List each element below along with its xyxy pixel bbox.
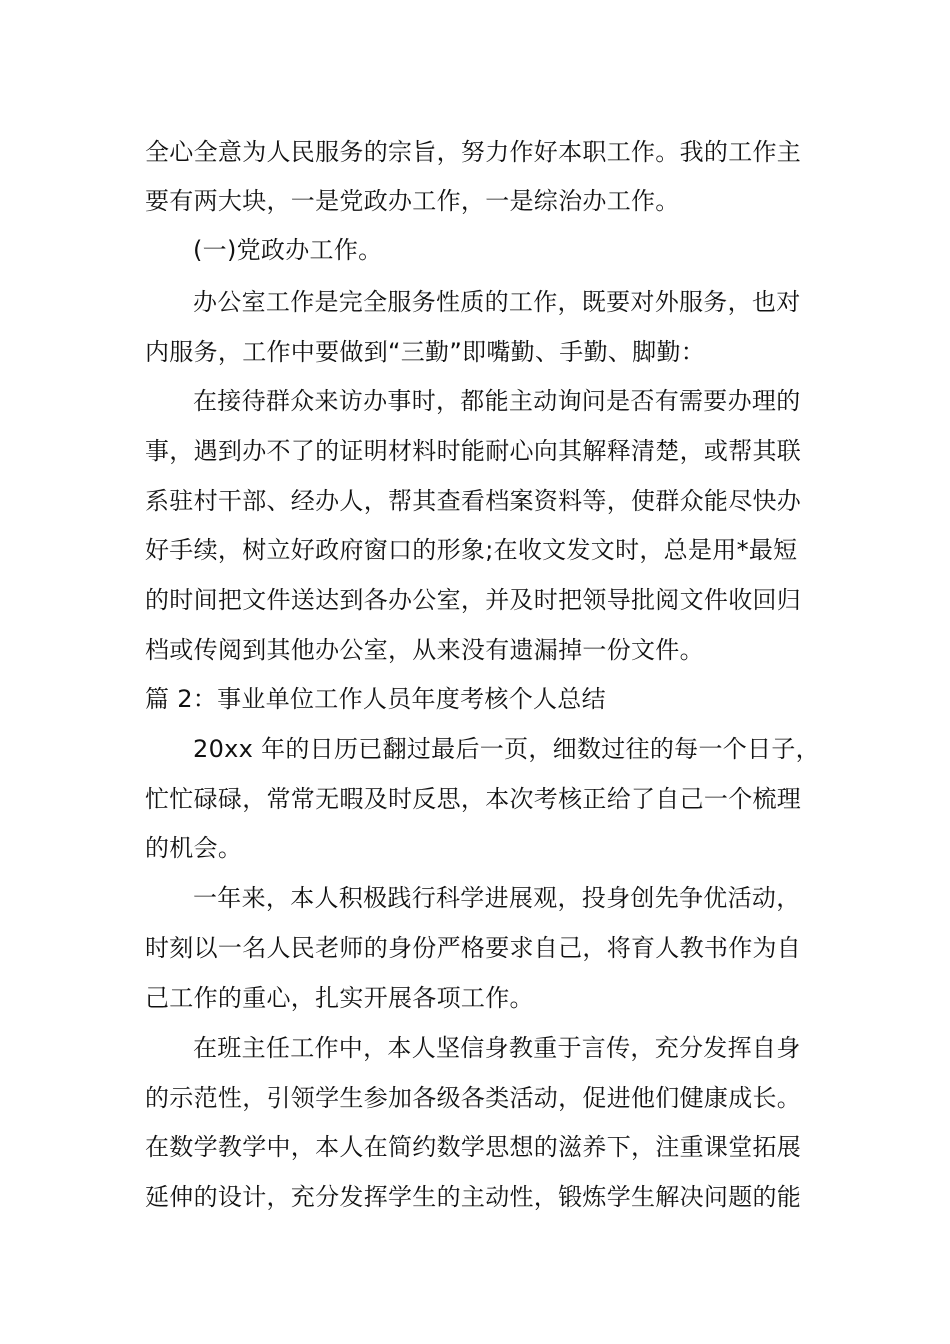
text-line: 的机会。 <box>145 834 243 862</box>
text-line: 系驻村干部、经办人，帮其查看档案资料等，使群众能尽快办 <box>145 487 802 515</box>
text-line: 己工作的重心，扎实开展各项工作。 <box>145 984 534 1012</box>
text-line: 延伸的设计，充分发挥学生的主动性，锻炼学生解决问题的能 <box>145 1183 802 1211</box>
text-line: 的时间把文件送达到各办公室，并及时把领导批阅文件收回归 <box>145 586 802 614</box>
text-line: 要有两大块，一是党政办工作，一是综治办工作。 <box>145 187 680 215</box>
text-line: 全心全意为人民服务的宗旨，努力作好本职工作。我的工作主 <box>145 138 802 166</box>
text-line: 好手续，树立好政府窗口的形象;在收文发文时，总是用*最短 <box>145 536 798 564</box>
text-line: 档或传阅到其他办公室，从来没有遗漏掉一份文件。 <box>145 636 704 664</box>
article-title: 篇 2：事业单位工作人员年度考核个人总结 <box>145 685 606 713</box>
text-line: 忙忙碌碌，常常无暇及时反思，本次考核正给了自己一个梳理 <box>145 785 802 813</box>
text-line: 20xx 年的日历已翻过最后一页，细数过往的每一个日子， <box>193 735 820 763</box>
text-line: 事，遇到办不了的证明材料时能耐心向其解释清楚，或帮其联 <box>145 437 802 465</box>
text-line: 在接待群众来访办事时，都能主动询问是否有需要办理的 <box>193 387 801 415</box>
text-line: 在班主任工作中，本人坚信身教重于言传，充分发挥自身 <box>193 1034 801 1062</box>
text-line: 时刻以一名人民老师的身份严格要求自己，将育人教书作为自 <box>145 934 802 962</box>
section-heading: (一)党政办工作。 <box>193 236 383 264</box>
text-line: 的示范性，引领学生参加各级各类活动，促进他们健康成长。 <box>145 1084 802 1112</box>
text-line: 在数学教学中，本人在简约数学思想的滋养下，注重课堂拓展 <box>145 1133 802 1161</box>
text-line: 一年来，本人积极践行科学进展观，投身创先争优活动， <box>193 884 801 912</box>
text-line: 内服务，工作中要做到“三勤”即嘴勤、手勤、脚勤： <box>145 338 706 366</box>
text-line: 办公室工作是完全服务性质的工作，既要对外服务，也对 <box>193 288 801 316</box>
